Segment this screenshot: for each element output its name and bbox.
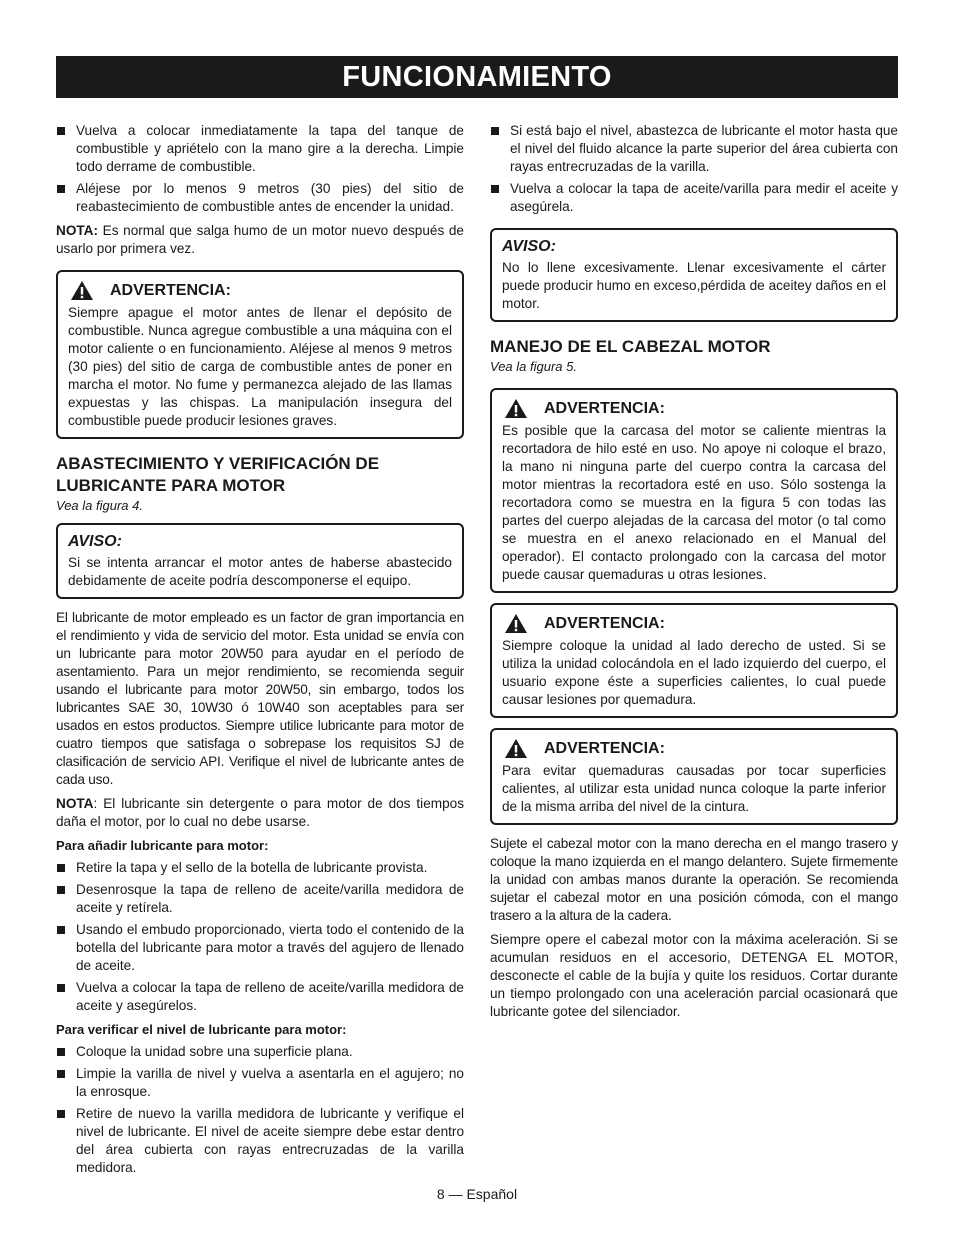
list-item: Desenrosque la tapa de relleno de aceite/varilla medidora de aceite y retírela. <box>56 881 464 917</box>
warning-box <box>490 603 898 718</box>
note-text: : El lubricante sin detergente o para motor de dos tiempos daña el motor, por lo cual no debe usarse. <box>56 796 464 829</box>
page-footer: 8 — Español <box>436 1186 518 1202</box>
list-item: Vuelva a colocar la tapa de aceite/varilla para medir el aceite y asegúrela. <box>490 180 898 216</box>
warning-text: Es posible que la carcasa del motor se caliente mientras la recortadora de hilo esté en uso. No apoye ni coloque el brazo, la mano ni ninguna parte del cuerpo contra la carcasa del motor mientras la recortadora esté en uso. Sólo sostenga la recortadora como se muestra en la figura 5 con todas las partes del cuerpo alejadas de la carcasa del motor (o tal como se muestra en el anexo relacionado en el Manual del operador). El contacto prolongado con la carcasa del motor puede causar quemaduras u otras lesiones. <box>502 423 886 582</box>
body-paragraph: El lubricante de motor empleado es un factor de gran importancia en el rendimiento y vida de servicio del motor. Esta unidad se envía con un lubricante para motor 20W50 para ayudar en el período de asentamiento. Para un mejor rendimiento, se recomienda seguir usando el lubricante para motor 20W50, sin embargo, todos los lubricantes SAE 30, 10W30 ó 10W40 son aceptables para ser usados en estos productos. Siempre utilice lubricante para motor de cuatro tiempos que satisfaga o sobrepase los requisitos SJ de clasificación de servicio API. Verifique el nivel de lubricante antes de cada uso. <box>56 610 464 787</box>
notice-title: AVISO: <box>68 533 122 550</box>
warning-title: ADVERTENCIA: <box>544 614 665 632</box>
notice-text: No lo llene excesivamente. Llenar excesivamente el cárter puede producir humo en exceso,pérdida de aceitey daños en el motor. <box>502 260 886 311</box>
warning-header <box>502 398 886 419</box>
body-paragraph: Siempre opere el cabezal motor con la máxima aceleración. Si se acumulan residuos en el accesorio, DETENGA EL MOTOR, desconecte el cable de la bujía y quite los residuos. Cortar durante un tiempo prolongado con una aceleración parcial ocasionará que lubricante gotee del silenciador. <box>490 932 898 1019</box>
subheading: Para verificar el nivel de lubricante para motor: <box>56 1022 347 1037</box>
warning-title: ADVERTENCIA: <box>544 739 665 757</box>
note-text: Es normal que salga humo de un motor nuevo después de usarlo por primera vez. <box>56 223 464 256</box>
warning-text: Para evitar quemaduras causadas por tocar superficies calientes, al utilizar esta unidad nunca coloque la parte inferior de la misma arriba del nivel de la cintura. <box>502 763 886 814</box>
warning-triangle-icon <box>504 398 528 419</box>
warning-header <box>502 613 886 634</box>
list-item: Retire la tapa y el sello de la botella de lubricante provista. <box>56 859 464 877</box>
warning-header <box>68 280 452 301</box>
notice-text: Si se intenta arrancar el motor antes de haberse abastecido debidamente de aceite podría descomponerse el equipo. <box>68 555 452 588</box>
page-title: FUNCIONAMIENTO <box>56 56 898 98</box>
list-item: Coloque la unidad sobre una superficie plana. <box>56 1043 464 1061</box>
list-item: Si está bajo el nivel, abastezca de lubricante el motor hasta que el nivel del fluido alcance la parte superior del área cubierta con rayas entrecruzadas de la varilla. <box>490 122 898 176</box>
list-item: Retire de nuevo la varilla medidora de lubricante y verifique el nivel de lubricante. El nivel de aceite siempre debe estar dentro del área cubierta con rayas entrecruzadas de la varilla medidora. <box>56 1105 464 1177</box>
note-label: NOTA <box>56 796 94 811</box>
list-item: Vuelva a colocar inmediatamente la tapa del tanque de combustible y apriételo con la mano gire a la derecha. Limpie todo derrame de combustible. <box>56 122 464 176</box>
notice-box <box>490 228 898 322</box>
warning-triangle-icon <box>70 280 94 301</box>
warning-box <box>490 728 898 825</box>
list-item: Limpie la varilla de nivel y vuelva a asentarla en el agujero; no la enrosque. <box>56 1065 464 1101</box>
bullet-list <box>56 859 464 1015</box>
note-label: NOTA: <box>56 223 99 238</box>
note-paragraph <box>56 795 464 831</box>
warning-triangle-icon <box>504 738 528 759</box>
bullet-list <box>56 1043 464 1177</box>
figure-reference: Vea la figura 5. <box>490 359 577 374</box>
warning-box <box>56 270 464 439</box>
bullet-list <box>56 122 464 216</box>
section-heading: ABASTECIMIENTO Y VERIFICACIÓN DE LUBRICANTE PARA MOTOR <box>56 454 380 495</box>
bullet-list <box>490 122 898 216</box>
body-paragraph: Sujete el cabezal motor con la mano derecha en el mango trasero y coloque la mano izquierda en el mango delantero. Sujete firmemente la unidad con ambas manos durante la operación. Se recomienda sujetar el cabezal motor en una posición cómoda, con el mango trasero a la altura de la cadera. <box>490 836 898 923</box>
section-heading: MANEJO DE EL CABEZAL MOTOR <box>490 337 771 356</box>
note-paragraph <box>56 222 464 258</box>
warning-title: ADVERTENCIA: <box>544 399 665 417</box>
warning-title: ADVERTENCIA: <box>110 281 231 299</box>
notice-header <box>68 533 452 551</box>
notice-title: AVISO: <box>502 238 556 255</box>
figure-reference: Vea la figura 4. <box>56 498 143 513</box>
left-column <box>56 122 464 1183</box>
notice-header <box>502 238 886 256</box>
warning-box <box>490 388 898 593</box>
subheading: Para añadir lubricante para motor: <box>56 838 269 853</box>
list-item: Usando el embudo proporcionado, vierta todo el contenido de la botella del lubricante para motor a través del agujero de llenado de aceite. <box>56 921 464 975</box>
warning-triangle-icon <box>504 613 528 634</box>
notice-box <box>56 523 464 599</box>
warning-header <box>502 738 886 759</box>
warning-text: Siempre apague el motor antes de llenar el depósito de combustible. Nunca agregue combustible a una máquina con el motor caliente o en funcionamiento. Aléjese al menos 9 metros (30 pies) del sitio de carga de combustible antes de poner en marcha el motor. No fume y permanezca alejado de las llamas expuestas y las chispas. La manipulación insegura del combustible puede producir lesiones graves. <box>68 305 452 428</box>
right-column <box>490 122 898 1027</box>
warning-text: Siempre coloque la unidad al lado derecho de usted. Si se utiliza la unidad colocándola en el lado izquierdo del cuerpo, el usuario expone éste a superficies calientes, lo cual puede causar lesiones por quemadura. <box>502 638 886 707</box>
list-item: Vuelva a colocar la tapa de relleno de aceite/varilla medidora de aceite y asegúrelos. <box>56 979 464 1015</box>
list-item: Aléjese por lo menos 9 metros (30 pies) del sitio de reabastecimiento de combustible antes de encender la unidad. <box>56 180 464 216</box>
